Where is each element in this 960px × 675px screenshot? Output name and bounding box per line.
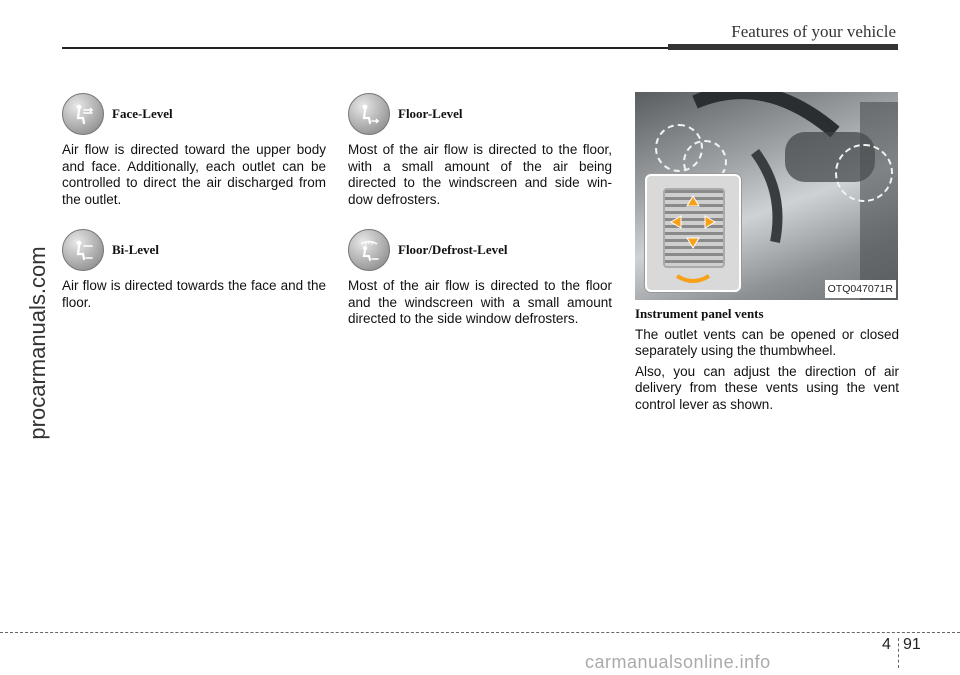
page-number: 91 bbox=[903, 636, 921, 653]
header-rule bbox=[62, 47, 672, 49]
bi-level-heading bbox=[62, 228, 326, 272]
footer-rule bbox=[0, 632, 960, 633]
floor-defrost-text: Most of the air flow is directed to the floor and the windscreen with a small amount directed to the side window defrosters. bbox=[348, 278, 612, 326]
floor-defrost-icon bbox=[348, 229, 390, 271]
column-right bbox=[635, 92, 899, 417]
vents-paragraph-2: Also, you can adjust the direction of air delivery from these vents using the vent control lever as shown. bbox=[635, 363, 899, 412]
vent-highlight-circle bbox=[835, 144, 893, 202]
column-middle bbox=[348, 92, 612, 348]
face-level-heading bbox=[62, 92, 326, 136]
floor-level-label: Floor-Level bbox=[398, 105, 463, 121]
face-level-text: Air flow is directed toward the upper body and face. Additionally, each outlet can be controlled to direct the air discharged from the outlet. bbox=[62, 142, 326, 207]
header-title: Features of your vehicle bbox=[731, 22, 896, 41]
bi-level-text: Air flow is directed towards the face and the floor. bbox=[62, 278, 326, 310]
face-level-label: Face-Level bbox=[112, 105, 173, 121]
instrument-panel-photo bbox=[635, 92, 898, 300]
floor-level-heading bbox=[348, 92, 612, 136]
floor-defrost-heading bbox=[348, 228, 612, 272]
bi-level-label: Bi-Level bbox=[112, 241, 159, 257]
vents-paragraph-1: The outlet vents can be opened or closed separately using the thumbwheel. bbox=[635, 326, 899, 358]
chapter-number: 4 bbox=[882, 636, 891, 653]
page-number-separator bbox=[898, 638, 899, 668]
footer-watermark: carmanualsonline.info bbox=[585, 652, 771, 672]
floor-defrost-label: Floor/Defrost-Level bbox=[398, 241, 508, 257]
floor-level-text: Most of the air flow is directed to the floor, with a small amount of the air being directed to the windscreen and side win-dow defrosters. bbox=[348, 142, 612, 207]
vent-closeup-inset bbox=[645, 174, 741, 292]
bi-level-icon bbox=[62, 229, 104, 271]
column-left bbox=[62, 92, 326, 331]
photo-code: OTQ047071R bbox=[825, 280, 896, 299]
face-level-icon bbox=[62, 93, 104, 135]
side-watermark: procarmanuals.com bbox=[25, 246, 50, 440]
floor-level-icon bbox=[348, 93, 390, 135]
vents-caption-title: Instrument panel vents bbox=[635, 306, 764, 321]
direction-arrows-icon bbox=[647, 176, 739, 290]
header-tab bbox=[668, 44, 898, 50]
